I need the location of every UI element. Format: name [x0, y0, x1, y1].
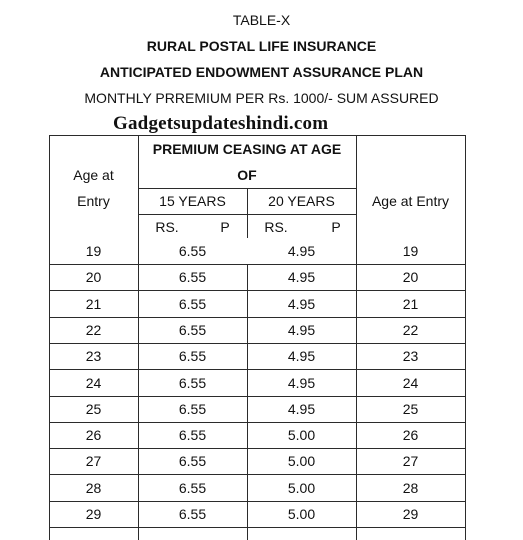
header-paise: P: [331, 219, 341, 235]
cell-age-at-entry-right: 24: [402, 374, 419, 391]
header-age-at-entry-right: Age at Entry: [371, 193, 450, 209]
cell-age-at-entry-right: 25: [402, 400, 419, 417]
cell-age-at-entry-right: 20: [402, 269, 419, 286]
cell-age-at-entry: 28: [85, 479, 102, 496]
watermark-text: Gadgetsupdateshindi.com: [113, 113, 329, 134]
cell-premium-15-years: 6.55: [178, 269, 207, 286]
cell-premium-20-years: 4.95: [287, 243, 316, 259]
header-rs: RS.: [155, 219, 179, 235]
cell-age-at-entry-right: 21: [402, 295, 419, 312]
cell-age-at-entry: 24: [85, 374, 102, 391]
row-divider: [49, 369, 466, 370]
cell-age-at-entry: 26: [85, 427, 102, 444]
cell-age-at-entry: 23: [85, 348, 102, 365]
cell-premium-15-years: 6.55: [178, 243, 207, 259]
cell-age-at-entry: 19: [85, 243, 102, 259]
cell-premium-15-years: 6.55: [178, 321, 207, 338]
header-paise: P: [220, 219, 230, 235]
header-subdivider: [138, 188, 356, 189]
cell-premium-15-years: 6.55: [178, 400, 207, 417]
cell-age-at-entry-right: 23: [402, 348, 419, 365]
cell-age-at-entry: 29: [85, 506, 102, 522]
row-divider: [49, 290, 466, 291]
cell-premium-20-years: 5.00: [287, 506, 316, 522]
cell-premium-20-years: 5.00: [287, 479, 316, 496]
cell-premium-15-years: 6.55: [178, 374, 207, 391]
cell-age-at-entry: 22: [85, 321, 102, 338]
header-age-at-entry: Entry: [77, 193, 110, 209]
row-divider: [49, 448, 466, 449]
header-20-years: 20 YEARS: [268, 193, 335, 209]
cell-premium-20-years: 5.00: [287, 427, 316, 444]
cell-age-at-entry: 25: [85, 400, 102, 417]
cell-age-at-entry: 21: [85, 295, 102, 312]
cell-premium-20-years: 4.95: [287, 348, 316, 365]
header-premium-ceasing: OF: [237, 167, 257, 183]
header-15-years: 15 YEARS: [159, 193, 226, 209]
document-subtitle: MONTHLY PRREMIUM PER Rs. 1000/- SUM ASSURED: [84, 90, 439, 106]
header-rs: RS.: [264, 219, 288, 235]
table-number: TABLE-X: [232, 12, 291, 28]
cell-age-at-entry-right: 27: [402, 453, 419, 470]
row-divider: [49, 396, 466, 397]
cell-premium-15-years: 6.55: [178, 427, 207, 444]
cell-age-at-entry-right: 26: [402, 427, 419, 444]
cell-age-at-entry: 20: [85, 269, 102, 286]
row-divider: [49, 317, 466, 318]
cell-premium-20-years: 4.95: [287, 269, 316, 286]
cell-premium-15-years: 6.55: [178, 506, 207, 522]
row-divider: [49, 422, 466, 423]
header-premium-ceasing: PREMIUM CEASING AT AGE: [152, 141, 342, 157]
row-divider: [49, 474, 466, 475]
cell-premium-20-years: 5.00: [287, 453, 316, 470]
cell-premium-20-years: 4.95: [287, 295, 316, 312]
cell-age-at-entry-right: 19: [402, 243, 419, 259]
cell-premium-20-years: 4.95: [287, 400, 316, 417]
cell-premium-15-years: 6.55: [178, 295, 207, 312]
cell-age-at-entry-right: 29: [402, 506, 419, 522]
row-divider: [49, 343, 466, 344]
cell-age-at-entry-right: 28: [402, 479, 419, 496]
table-border-right: [465, 135, 466, 540]
row-divider: [49, 527, 466, 528]
row-divider: [49, 264, 466, 265]
cell-age-at-entry-right: 22: [402, 321, 419, 338]
plan-name: ANTICIPATED ENDOWMENT ASSURANCE PLAN: [99, 64, 424, 80]
cell-premium-20-years: 4.95: [287, 374, 316, 391]
cell-premium-15-years: 6.55: [178, 453, 207, 470]
cell-age-at-entry: 27: [85, 453, 102, 470]
document-title: RURAL POSTAL LIFE INSURANCE: [146, 38, 377, 54]
cell-premium-15-years: 6.55: [178, 348, 207, 365]
table-border-top: [49, 135, 466, 136]
cell-premium-20-years: 4.95: [287, 321, 316, 338]
header-age-at-entry: Age at: [73, 167, 114, 183]
cell-premium-15-years: 6.55: [178, 479, 207, 496]
header-subdivider: [138, 214, 356, 215]
row-divider: [49, 501, 466, 502]
